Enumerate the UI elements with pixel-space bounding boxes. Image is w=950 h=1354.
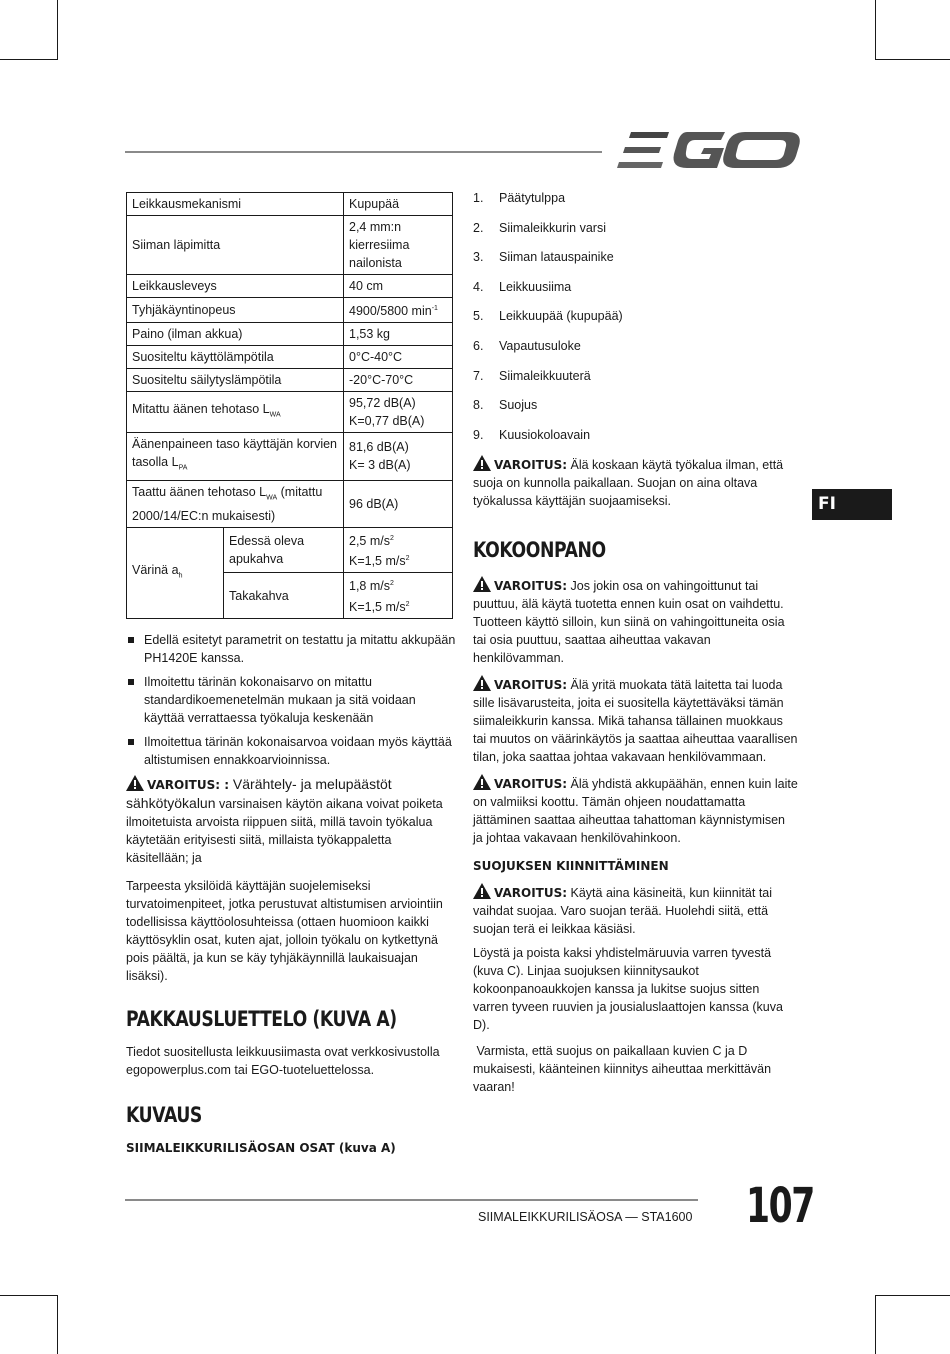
footer-rule	[125, 1199, 698, 1201]
section-heading: KOKOONPANO	[473, 538, 606, 563]
list-item	[126, 733, 456, 769]
item-number: 5.	[473, 309, 484, 324]
warning-label: VAROITUS:	[494, 458, 568, 473]
paragraph: Varmista, että suojus on paikallaan kuvien C ja D mukaisesti, käänteinen kiinnitys aiheuttaa merkittävän vaaran!	[473, 1044, 775, 1095]
paragraph: Löystä ja poista kaksi yhdistelmäruuvia varren tyvestä (kuva C). Linjaa suojuksen kiinnitysaukot kokoonpanoaukkojen kanssa ja lukitse suojus sitten varren tyveen ruuvien ja jousialuslaattojen kanssa (kuva D).	[473, 946, 783, 1033]
crop-mark	[875, 0, 876, 60]
subscript: WA	[269, 411, 281, 419]
header-rule	[125, 151, 602, 153]
cell-text: Mitattu äänen tehotaso L	[132, 401, 270, 416]
table-cell	[127, 528, 224, 619]
cell-text: K=1,5 m/s	[349, 554, 406, 569]
cell-text: 81,6 dB(A)	[349, 440, 409, 455]
table-cell: Tyhjäkäyntinopeus	[127, 298, 344, 323]
item-number: 3.	[473, 250, 484, 265]
table-cell: Leikkausleveys	[127, 275, 344, 298]
section-heading: PAKKAUSLUETTELO (KUVA A)	[126, 1006, 397, 1031]
crop-mark	[875, 1295, 950, 1296]
cell-text: Värinä a	[132, 562, 179, 577]
paragraph: Tiedot suositellusta leikkuusiimasta ovat verkkosivustolla egopowerplus.com tai EGO-tuoteluettelossa.	[126, 1044, 440, 1077]
table-row	[127, 433, 453, 481]
warning-triangle-icon	[126, 775, 144, 791]
warning-triangle-icon	[473, 883, 491, 899]
item-number: 8.	[473, 398, 484, 413]
subsection-heading: SUOJUKSEN KIINNITTÄMINEN	[473, 859, 669, 874]
table-cell: Edessä oleva apukahva	[224, 528, 344, 573]
table-cell: Kupupää	[344, 193, 453, 216]
bullet-square-icon	[128, 679, 134, 685]
list-item	[473, 367, 798, 397]
warning-text: varsinaisen käytön aikana voivat poiketa ilmoitetuista arvoista riippuen siitä, millä tavoin työkalua käytetään erityisesti siitä, millaista työkappaletta käsitellään; ja	[126, 796, 443, 865]
page-number: 107	[746, 1178, 814, 1234]
table-row	[127, 323, 453, 346]
list-item-text: Ilmoitettu tärinän kokonaisarvo on mitattu standardikoemenetelmän mukaan ja sitä voidaan käyttää verrattaessa työkaluja keskenään	[144, 674, 416, 725]
table-cell: Takakahva	[224, 573, 344, 618]
cell-text: Äänenpaineen taso käyttäjän korvien tasolla L	[132, 437, 338, 470]
warning-paragraph	[473, 455, 798, 510]
warning-triangle-icon	[473, 455, 491, 471]
table-row	[127, 392, 453, 433]
subscript: WA	[266, 494, 278, 502]
item-number: 7.	[473, 368, 484, 383]
parts-list	[473, 189, 798, 455]
crop-mark	[875, 1295, 876, 1354]
subscript: PA	[178, 464, 188, 472]
superscript: 2	[390, 535, 394, 543]
item-name: Siimaleikkurin varsi	[499, 220, 606, 235]
table-row	[127, 298, 453, 323]
crop-mark	[0, 1295, 58, 1296]
superscript: 2	[405, 555, 410, 563]
table-cell	[344, 573, 453, 618]
item-number: 2.	[473, 220, 484, 235]
crop-mark	[0, 59, 58, 60]
list-item	[473, 396, 798, 426]
warning-text: Älä koskaan käytä työkalua ilman, että suoja on kunnolla paikallaan. Suojan on aina oltava työkalussa käyttäjän suojaamiseksi.	[473, 458, 784, 509]
table-cell: Paino (ilman akkua)	[127, 323, 344, 346]
warning-text: Älä yhdistä akkupäähän, ennen kuin laite on valmiiksi koottu. Tämän ohjeen noudattamatta jättäminen saattaa aiheuttaa tahattoman käynnistymisen ja johtaa vakavaan henkilövahinkoon.	[473, 777, 798, 846]
item-number: 4.	[473, 279, 484, 294]
list-item	[473, 278, 798, 308]
item-name: Vapautusuloke	[499, 338, 581, 353]
warning-paragraph	[473, 576, 798, 667]
table-row	[127, 346, 453, 369]
item-name: Päätytulppa	[499, 191, 566, 205]
warning-label: VAROITUS:	[494, 678, 568, 693]
warning-paragraph	[473, 774, 798, 847]
warning-triangle-icon	[473, 774, 491, 790]
warning-text: Käytä aina käsineitä, kun kiinnität tai vaihdat suojaa. Varo suojan terää. Huolehdi siitä, että suojan terä ei leikkaa käsiäsi.	[473, 886, 773, 937]
subscript: h	[178, 572, 183, 580]
superscript: -1	[431, 305, 438, 312]
crop-mark	[57, 0, 58, 60]
item-name: Kuusiokoloavain	[499, 427, 591, 442]
cell-text: 2,5 m/s	[349, 534, 390, 549]
ego-logo	[617, 128, 801, 172]
list-item	[473, 426, 798, 456]
table-cell: Suositeltu säilytyslämpötila	[127, 369, 344, 392]
cell-text: 1,8 m/s	[349, 579, 390, 594]
list-item	[126, 673, 456, 727]
language-tab: FI	[812, 489, 892, 520]
list-item-text: Edellä esitetyt parametrit on testattu ja mitattu akkupään PH1420E kanssa.	[144, 632, 456, 665]
table-cell: Leikkausmekanismi	[127, 193, 344, 216]
warning-label: VAROITUS: :	[147, 777, 230, 792]
warning-text: Jos jokin osa on vahingoittunut tai puuttuu, älä käytä tuotetta ennen kuin osat on vaihdettu. Tuotteen käyttö silloin, kun siinä on vahingoittuneita osia tai osia puuttuu, saattaa aiheuttaa vakavan henkilövamman.	[473, 579, 785, 666]
table-cell	[127, 480, 344, 528]
cell-text: K=0,77 dB(A)	[349, 414, 425, 429]
crop-mark	[875, 59, 950, 60]
table-cell: 96 dB(A)	[344, 480, 453, 528]
bullet-list	[126, 631, 456, 769]
cell-text: Taattu äänen tehotaso L	[132, 484, 267, 499]
list-item-text: Ilmoitettua tärinän kokonaisarvoa voidaan myös käyttää altistumisen ennakkoarvioinnissa.	[144, 734, 452, 767]
cell-text: K=1,5 m/s	[349, 599, 406, 614]
warning-triangle-icon	[473, 675, 491, 691]
item-name: Suojus	[499, 398, 538, 413]
table-row	[127, 275, 453, 298]
table-row	[127, 369, 453, 392]
table-row	[127, 528, 453, 573]
table-cell	[344, 392, 453, 433]
cell-text: (mitattu 2000/14/EC:n mukaisesti)	[132, 484, 323, 524]
item-name: Leikkuusiima	[499, 279, 572, 294]
table-cell: -20°C-70°C	[344, 369, 453, 392]
table-row	[127, 480, 453, 528]
bullet-square-icon	[128, 637, 134, 643]
footer-text: SIIMALEIKKURILISÄOSA — STA1600	[478, 1210, 693, 1224]
item-name: Siiman latauspainike	[499, 250, 614, 265]
list-item	[473, 219, 798, 249]
right-column	[473, 189, 798, 1096]
table-row	[127, 216, 453, 275]
list-item	[473, 307, 798, 337]
specification-table	[126, 192, 453, 619]
list-item	[126, 631, 456, 667]
item-name: Siimaleikkuuterä	[499, 368, 591, 383]
warning-paragraph	[473, 883, 798, 938]
warning-label: VAROITUS:	[494, 777, 568, 792]
list-item	[473, 248, 798, 278]
table-cell	[344, 528, 453, 573]
subsection-heading: SIIMALEIKKURILISÄOSAN OSAT (kuva A)	[126, 1140, 396, 1155]
warning-label: VAROITUS:	[494, 579, 568, 594]
cell-text: K= 3 dB(A)	[349, 458, 411, 473]
table-cell: 1,53 kg	[344, 323, 453, 346]
left-column	[126, 192, 456, 1155]
list-item	[473, 337, 798, 367]
item-number: 1.	[473, 191, 484, 205]
table-cell: 2,4 mm:n kierresiima nailonista	[344, 216, 453, 275]
warning-paragraph	[126, 775, 456, 867]
table-row	[127, 193, 453, 216]
cell-text: 4900/5800 min	[349, 304, 432, 319]
crop-mark	[57, 1295, 58, 1354]
table-cell	[344, 298, 453, 323]
table-cell	[127, 433, 344, 481]
table-cell	[344, 433, 453, 481]
item-number: 9.	[473, 427, 484, 442]
warning-text: Älä yritä muokata tätä laitetta tai luoda sille lisävarusteita, joita ei suositella käytettäväksi tämän siimaleikkurin kanssa. Mikä tahansa tällainen muokkaus tai muutos on väärinkäytös ja saattaa aiheuttaa vaarallisen tilan, joka saattaa johtaa vakavaan henkilövammaan.	[473, 678, 798, 765]
table-cell: 0°C-40°C	[344, 346, 453, 369]
section-heading: KUVAUS	[126, 1102, 202, 1127]
table-cell: Siiman läpimitta	[127, 216, 344, 275]
table-cell: 40 cm	[344, 275, 453, 298]
item-number: 6.	[473, 338, 484, 353]
item-name: Leikkuupää (kupupää)	[499, 309, 623, 324]
table-cell: Suositeltu käyttölämpötila	[127, 346, 344, 369]
paragraph: Tarpeesta yksilöidä käyttäjän suojelemiseksi turvatoimenpiteet, jotka perustuvat altistumisen arviointiin todellisissa käyttöolosuhteissa (ottaen huomioon kaikki käyttösyklin osat, kuten ajat, jolloin työkalu on kytkettynä pois päältä, ja kun se käy tyhjäkäynnillä laukaisuajan lisäksi).	[126, 878, 443, 983]
table-cell	[127, 392, 344, 433]
warning-triangle-icon	[473, 576, 491, 592]
warning-label: VAROITUS:	[494, 886, 568, 901]
warning-lead: Värähtely- ja melupäästöt sähkötyökalun	[126, 775, 392, 811]
superscript: 2	[390, 580, 394, 588]
list-item	[473, 189, 798, 219]
bullet-square-icon	[128, 739, 134, 745]
cell-text: 95,72 dB(A)	[349, 396, 416, 411]
superscript: 2	[405, 600, 410, 608]
warning-paragraph	[473, 675, 798, 766]
